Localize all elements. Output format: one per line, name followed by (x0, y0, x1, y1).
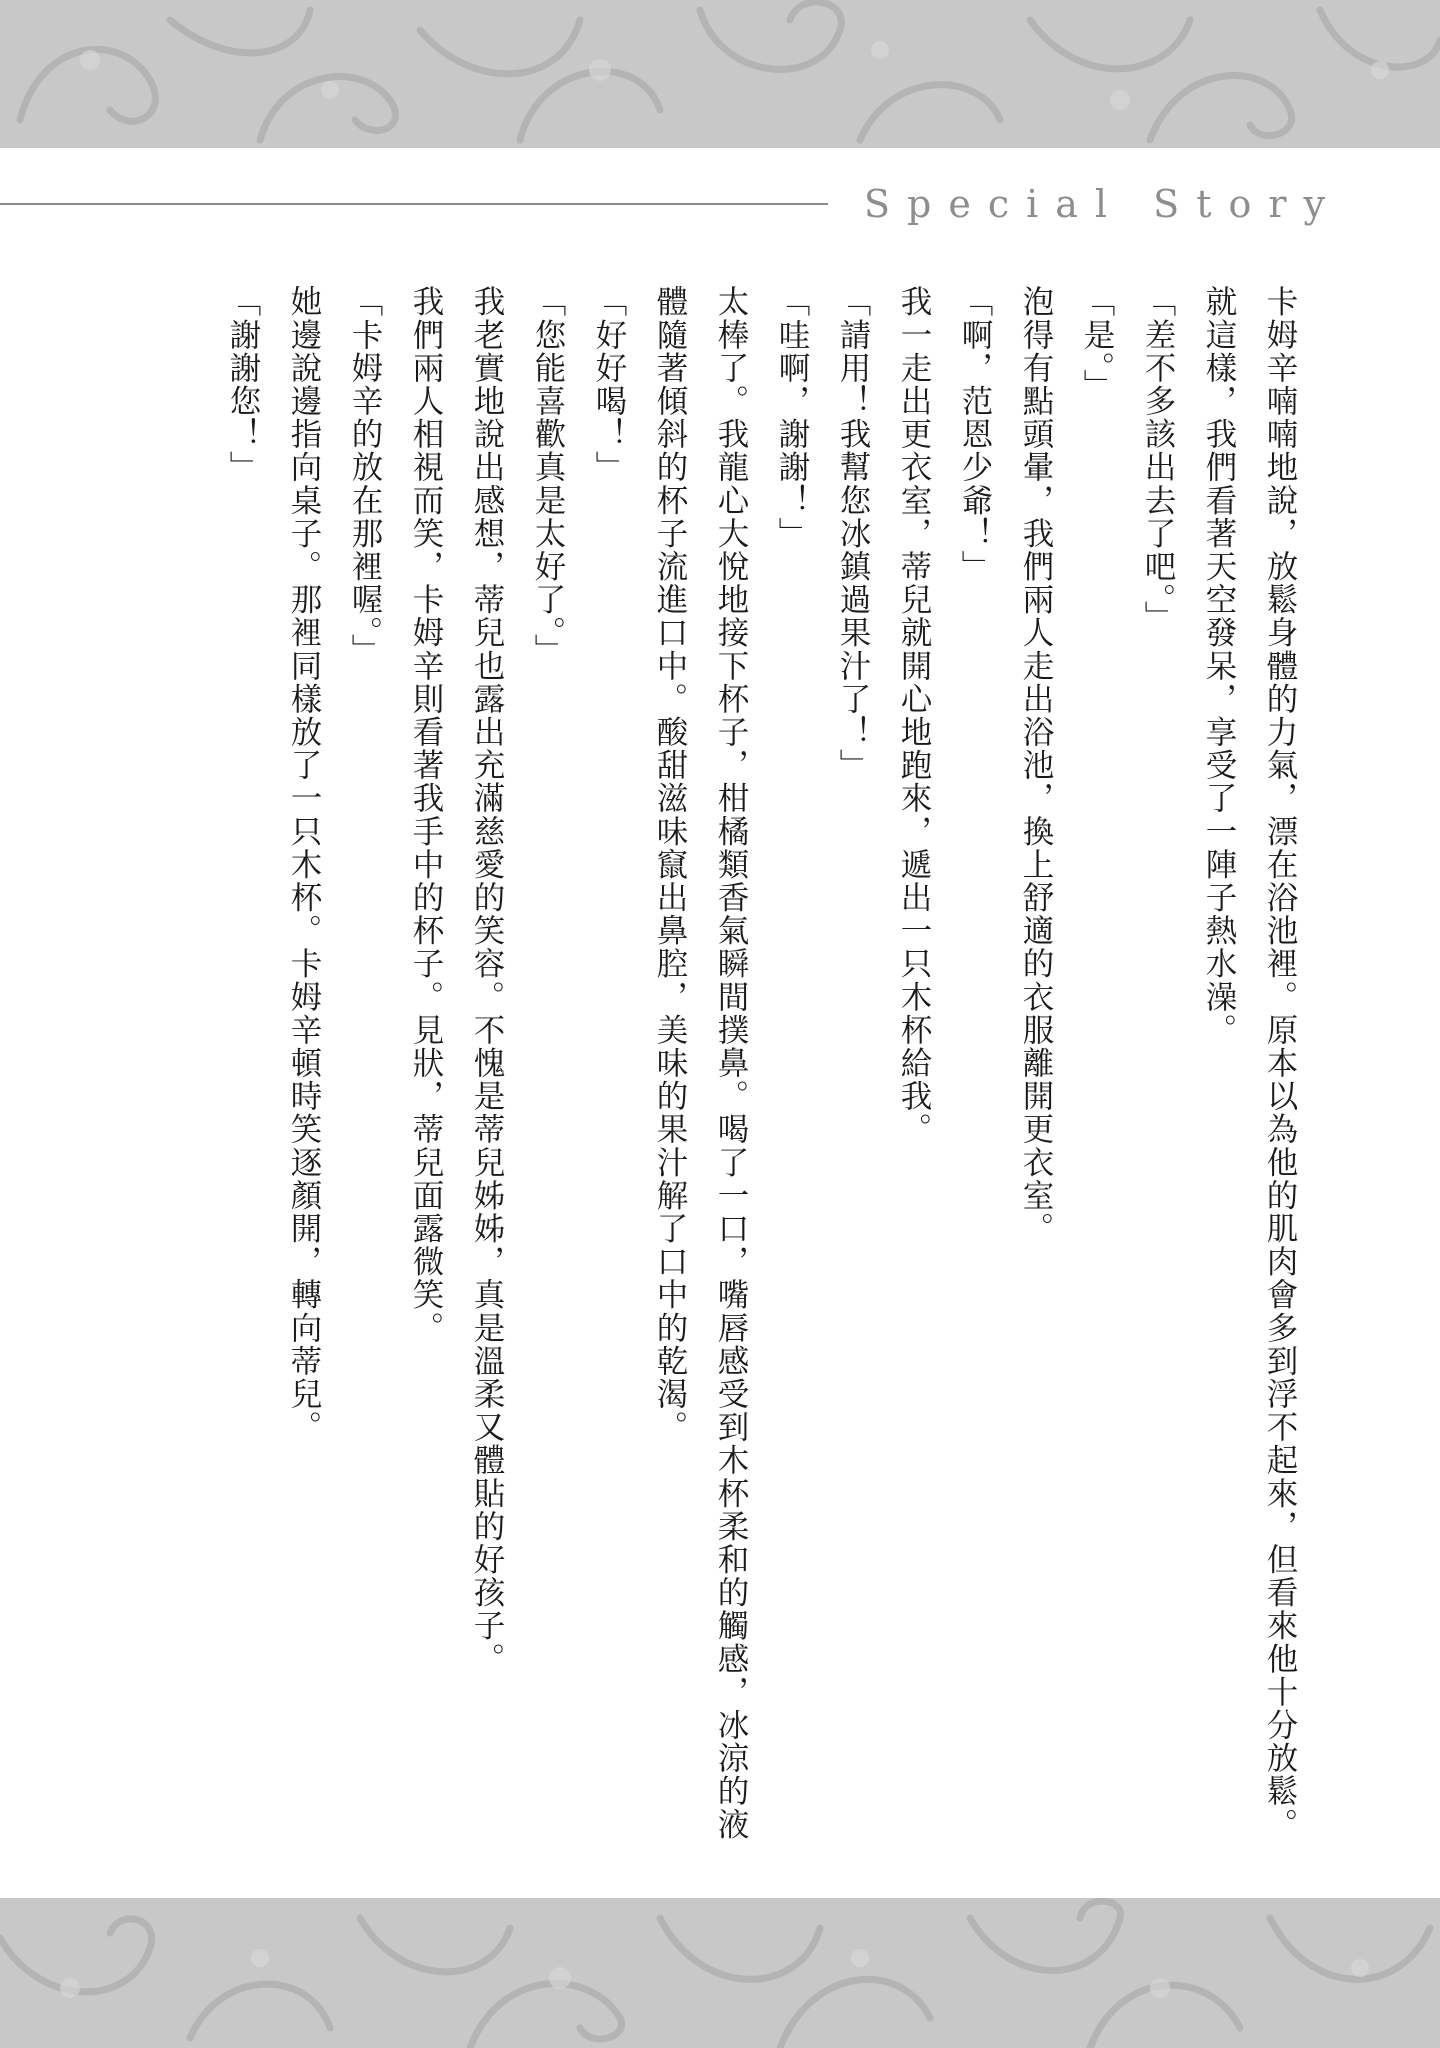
paragraph: 我一走出更衣室，蒂兒就開心地跑來，遞出一只木杯給我。 (896, 285, 932, 1146)
damask-pattern-top (0, 0, 1440, 148)
vertical-text-body (160, 285, 1310, 1870)
paragraph: 「差不多該出去了吧。」 (1140, 285, 1176, 634)
paragraph: 「謝謝您！」 (225, 285, 261, 484)
paragraph: 我們兩人相視而笑，卡姆辛則看著我手中的杯子。見狀，蒂兒面露微笑。 (408, 285, 444, 1345)
paragraph: 卡姆辛喃喃地說，放鬆身體的力氣，漂在浴池裡。原本以為他的肌肉會多到浮不起來，但看來他十分放鬆。 (1262, 285, 1298, 1841)
paragraph: 就這樣，我們看著天空發呆，享受了一陣子熱水澡。 (1201, 285, 1237, 1047)
paragraph: 「您能喜歡真是太好了。」 (530, 285, 566, 667)
paragraph: 「啊，范恩少爺！」 (957, 285, 993, 583)
bottom-ornament-band (0, 1898, 1440, 2048)
top-ornament-band (0, 0, 1440, 148)
paragraph: 「請用！我幫您冰鎮過果汁了！」 (835, 285, 871, 782)
damask-pattern-bottom (0, 1898, 1440, 2048)
paragraph: 她邊說邊指向桌子。那裡同樣放了一只木杯。卡姆辛頓時笑逐顏開，轉向蒂兒。 (286, 285, 322, 1444)
paragraph: 泡得有點頭暈，我們兩人走出浴池，換上舒適的衣服離開更衣室。 (1018, 285, 1054, 1245)
header-rule (0, 203, 828, 205)
paragraph: 「是。」 (1079, 285, 1115, 402)
paragraph: 我老實地說出感想，蒂兒也露出充滿慈愛的笑容。不愧是蒂兒姊姊，真是溫柔又體貼的好孩子。 (469, 285, 505, 1676)
paragraph: 「哇啊，謝謝！」 (774, 285, 810, 550)
paragraph: 「好好喝！」 (591, 285, 627, 484)
paragraph: 「卡姆辛的放在那裡喔。」 (347, 285, 383, 667)
paragraph: 太棒了。我龍心大悅地接下杯子，柑橘類香氣瞬間撲鼻。喝了一口，嘴唇感受到木杯柔和的觸感，冰涼的液體隨著傾斜的杯子流進口中。酸甜滋味竄出鼻腔，美味的果汁解了口中的乾渴。 (652, 285, 749, 1841)
page-header-title: Special Story (864, 182, 1342, 226)
